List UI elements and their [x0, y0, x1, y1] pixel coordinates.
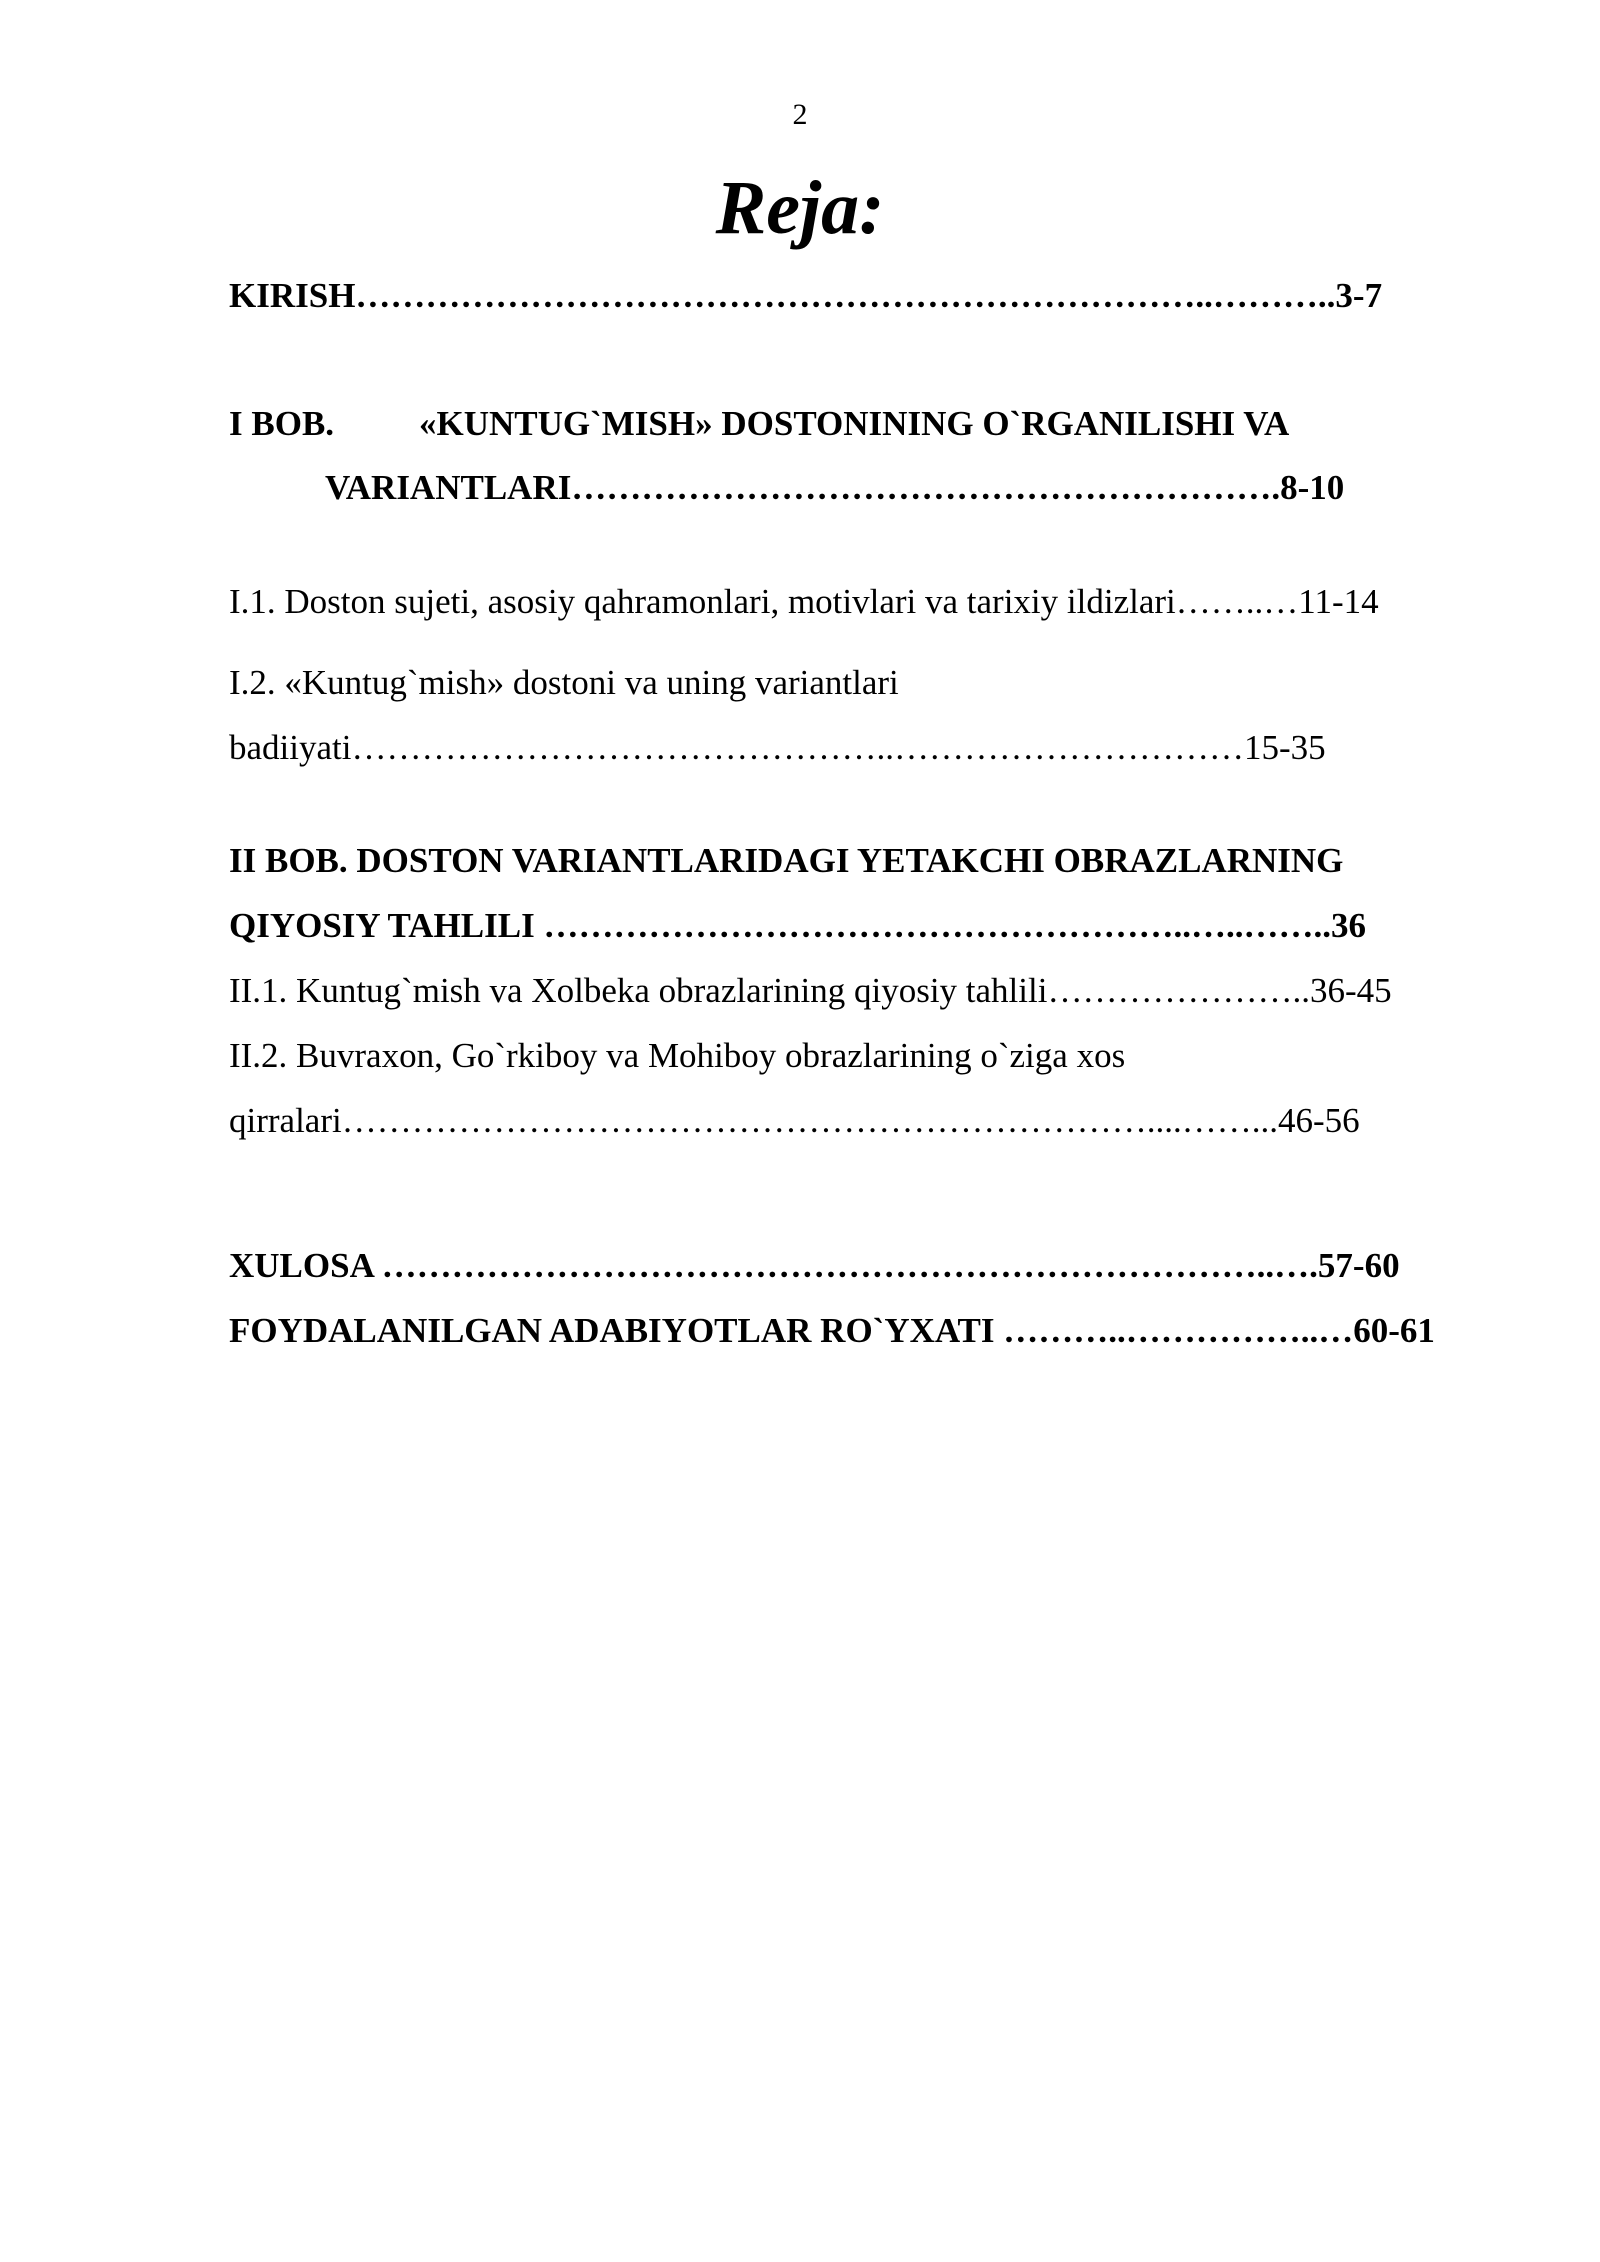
toc-entry-section-1-2-cont: badiiyati………………………………………..…………………………15-35 — [229, 728, 1326, 767]
toc-entry-chapter-2-cont: QIYOSIY TAHLILI ………………………………………………..…..……..36 — [229, 906, 1366, 945]
toc-entry-section-2-1: II.1. Kuntug`mish va Xolbeka obrazlarining qiyosiy tahlili…………………..36-45 — [229, 971, 1392, 1010]
page-number: 2 — [792, 98, 808, 131]
toc-entry-section-1-1: I.1. Doston sujeti, asosiy qahramonlari, motivlari va tarixiy ildizlari……..…11-14 — [229, 582, 1379, 621]
toc-entry-kirish: KIRISH………………………………………………………………..………..3-7 — [229, 276, 1383, 315]
toc-entry-section-1-2: I.2. «Kuntug`mish» dostoni va uning variantlari — [229, 663, 899, 702]
toc-entry-chapter-2: II BOB. DOSTON VARIANTLARIDAGI YETAKCHI OBRAZLARNING — [229, 841, 1344, 880]
toc-entry-section-2-2: II.2. Buvraxon, Go`rkiboy va Mohiboy obrazlarining o`ziga xos — [229, 1036, 1126, 1075]
chapter-1-title: «KUNTUG`MISH» DOSTONINING O`RGANILISHI VA — [419, 404, 1290, 443]
toc-entry-bibliography: FOYDALANILGAN ADABIYOTLAR RO`YXATI ………..……………..…60-61 — [229, 1311, 1435, 1350]
chapter-1-label: I BOB. — [229, 404, 335, 443]
toc-entry-xulosa: XULOSA …………………………………………………………………..….57-60 — [229, 1246, 1400, 1285]
toc-entry-chapter-1-cont: VARIANTLARI…………………………………………………….8-10 — [325, 468, 1345, 507]
toc-entry-section-2-2-cont: qirralari……………………………………………………………....……...46-56 — [229, 1101, 1360, 1140]
toc-entry-chapter-1 — [229, 402, 1289, 446]
page-title: Reja: — [715, 166, 885, 250]
